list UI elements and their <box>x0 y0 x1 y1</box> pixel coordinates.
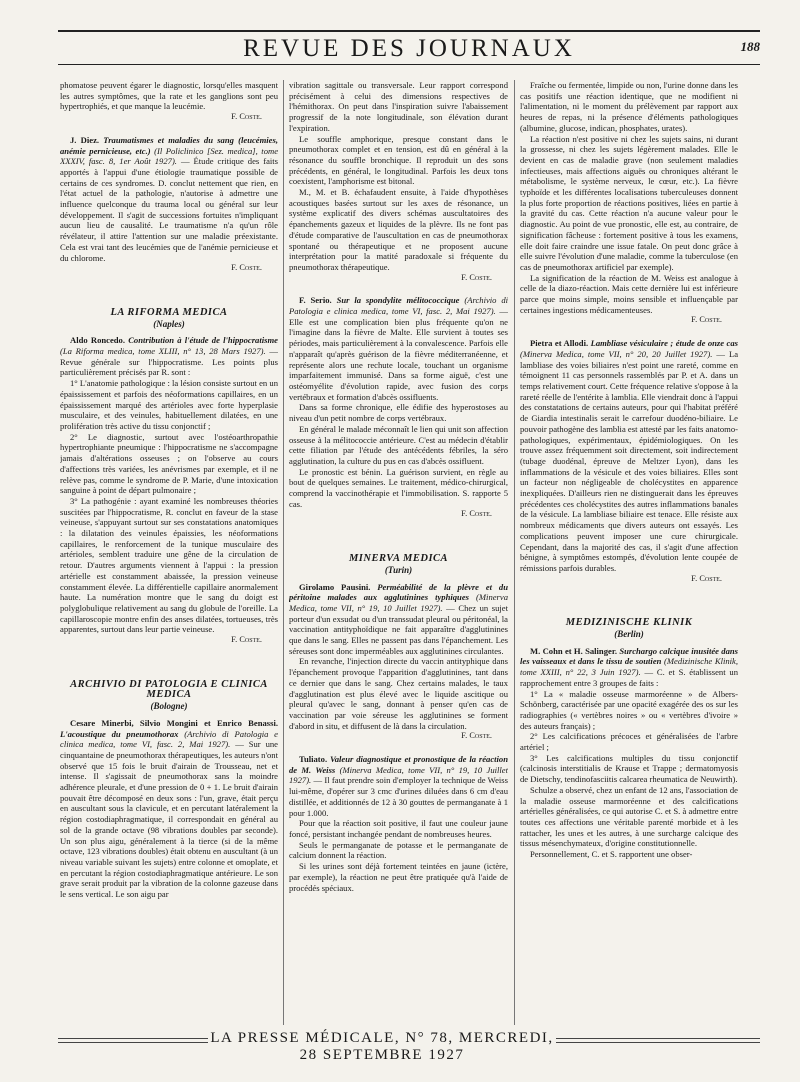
page-number: 188 <box>740 39 760 54</box>
article-author: Aldo Roncedo. <box>70 335 125 346</box>
journal-section-city: (Naples) <box>153 318 185 329</box>
article-author: Cesare Minerbi, Silvio Mongini et Enrico Benassi. <box>70 717 278 728</box>
paragraph: 3° La pathogénie : ayant examiné les nombreuses théories suscitées par l'hippocratisme, R. conclut en faveur de la stase veineuse, s'appuyant surtout sur ses constatations anatomiques : la dilatation des veinules épaissies, les néoformations capillaires, le renforcement de la tunique musculaire des artérioles, semblent traduire une gêne de la circulation de retour. D'autres arguments viennent à l'appui : la pression artérielle est constamment abaissée, la pression veineuse constamment élevée. La différentielle capillaire anormalement haute. La numération montre que le sang du doigt est polyglobulique relativement au sang du globule de l'oreille. La capillaroscopie montre enfin des anses dilatées, tortueuses, très apparentes, surtout dans leur partie veineuse. <box>60 495 278 635</box>
column-divider <box>514 80 515 1025</box>
journal-section-title: LA RIFORMA MEDICA <box>110 306 228 318</box>
column-left <box>60 80 278 1025</box>
paragraph: En général le malade méconnaît le lien qui unit son affection osseuse à la mélitococcie antérieure. C'est au médecin d'établir cette filiation par l'étude des antécédents fébriles, la séro agglutination, la culture du pus en cas d'abcès ossifluent. <box>289 423 508 466</box>
paragraph: vibration sagittale ou transversale. Leur rapport correspond précisément à celui des dimensions respectives de l'hémithorax. On peut dans l'inspiration suivre l'abaissement progressif de la note longitudinale, son élévation durant l'expiration. <box>289 80 508 133</box>
article-text: — La lambliase des voies biliaires n'est point une rareté, comme en témoignent 11 cas personnels rassemblés par P. et A. dans un temps relativement court. Cette fréquence relative s'oppose à la rareté réelle de l'entérite à lamblia. Elle viendrait donc à l'appui des constatations de certains auteurs, pour qui l'habitat préféré de Giardia intestinalis serait le carrefour duodéno-biliaire. Le pouvoir pathogène des lamblia est attesté par les faits anatomo-pathologiques, expérimentaux, épidémiologiques. On les trouve assez fréquemment soit directement, soit indirectement (tubage duodénal, épreuve de Meltzer Lyon), dans les inflammations de la vésicule et des voies biliaires. Elles sont un facteur non négligeable de cholécystites en apparence inexpliquées. D'ailleurs rien ne distinguerait dans les épreuves précédentes ces cholécystites des autres inflammations banales de la vésicule. La lambliase biliaire est tenace. Elle résiste aux nombreux médicaments que divers auteurs ont essayés. Les complications peuvent imposer une cure chirurgicale. Cependant, dans la majorité des cas, il s'agit d'une affection bénigne, à symptômes estompés, d'évolution lente coupée de rémissions parfois durables. <box>520 348 738 573</box>
article-title: Traumatismes et maladies du sang (leucémies, anémie pernicieuse, etc.) <box>60 134 278 156</box>
article-reference: (Minerva Medica, tome VII, n° 20, 20 Juillet 1927). <box>520 348 713 359</box>
article-reference: (Minerva Medica, tome VII, n° 19, 10 Juillet 1927). <box>289 592 508 613</box>
paragraph: 1° L'anatomie pathologique : la lésion consiste surtout en un épaississement et parfois des néoformations capillaires, en un épaississement marqué des artérioles avec forte hyperplasie musculaire, et des veinules, habituellement dilatées, en une prolifération très active du tissu conjonctif ; <box>60 378 278 431</box>
article-reference: (La Riforma medica, tome XLIII, n° 13, 28 Mars 1927). <box>60 346 266 357</box>
article-title: Surchargo calcique inusitée dans les vaisseaux et dans le tissu de soutien <box>520 645 738 667</box>
article-abstract <box>289 295 508 402</box>
column-divider <box>283 80 284 1025</box>
article-reference: (Medizinische Klinik, tome XXIII, n° 22, 3 Juin 1927). <box>520 656 738 678</box>
article-title: Contribution à l'étude de l'hippocratisme <box>128 335 278 346</box>
article-abstract <box>289 754 508 818</box>
article-abstract <box>520 338 738 573</box>
paragraph: 1° La « maladie osseuse marmoréenne » de Albers-Schönberg, caractérisée par une opacité exagérée des os sur les radiographies (« vertèbres noires » ou « vertèbres d'ivoire » des auteurs français) ; <box>520 688 738 731</box>
article-title: Sur la spondylite mélitococcique <box>336 295 460 306</box>
article-author: J. Diez. <box>70 134 100 145</box>
journal-section-city: (Turin) <box>384 564 413 575</box>
article-title: L'acoustique du pneumothorax <box>60 728 179 739</box>
article-abstract <box>520 646 738 689</box>
article-reference: (Archivio di Patologia e clinica medica, tome VI, fasc. 2, Mai 1927). <box>289 295 508 317</box>
signature: F. Coste. <box>231 112 262 122</box>
signature: F. Coste. <box>231 635 262 645</box>
paragraph: En revanche, l'injection directe du vaccin antityphique dans l'épanchement provoque l'apparition d'agglutinines, tant dans ce dernier que dans le sang. Chez certains malades, le taux d'agglutination est plus élevé avec le liquide ascitique ou pleural qu'avec le sang, donnant à penser qu'en cas de vaccination par voie séreuse les agglutinines se forment d'abord in situ, et diffusent de là dans la circulation. <box>289 656 508 731</box>
journal-section-title: MEDIZINISCHE KLINIK <box>565 617 693 629</box>
paragraph: Seuls le permanganate de potasse et le permanganate de calcium donnent la réaction. <box>289 839 508 861</box>
footer-rule <box>58 1038 208 1043</box>
column-middle <box>289 80 508 1025</box>
journal-section-city: (Bologne) <box>150 701 188 712</box>
paragraph: La signification de la réaction de M. Weiss est analogue à celle de la diazo-réaction. Mais cette dernière lui est inférieure parce que moins simple, moins sensible et influençable par certaines ingestions médicamenteuses. <box>520 272 738 315</box>
article-text: — C. et S. établissent un rapprochement entre 3 groupes de faits : <box>520 667 738 688</box>
article-reference: (Minerva Medica, tome VII, n° 19, 10 Juillet 1927). <box>289 764 508 786</box>
article-author: Pietra et Allodi. <box>530 338 589 349</box>
footer-rule <box>556 1038 760 1043</box>
journal-section-title: MINERVA MEDICA <box>348 553 449 565</box>
paragraph: Pour que la réaction soit positive, il faut une couleur jaune foncé, persistant inchangée pendant de nombreuses heures. <box>289 818 508 839</box>
article-text: — Chez un sujet porteur d'un exsudat ou d'un transsudat pleural ou péritonéal, la vaccination antityphoïdique ne fait apparaître d'agglutinines que dans le sang. Elles ne passent pas dans l'épanchement. Les séreuses sont donc imperméables aux agglutinines circulantes. <box>289 602 508 656</box>
journal-section-title: ARCHIVIO DI PATOLOGIA E CLINICA MEDICA <box>70 678 268 701</box>
page-footer <box>58 1032 760 1062</box>
article-text: — Revue générale sur l'hippocratisme. Les points plus particulièrement précisés par R. sont : <box>60 346 278 378</box>
article-text: — Elle est une complication bien plus fréquente qu'on ne l'imagine dans la fièvre de Malte. Elle survient à toutes ses périodes, mais particulièrement à la convalescence. Parfois elle n'apparaît qu'après guérison de la fièvre méditerranéenne, et représente alors une rechute locale, touchant un organisme imparfaitement immunisé. Dans sa forme aiguë, c'est une ostéomyélite d'évolution rapide, avec fusion des corps vertébraux et formation d'abcès ossifluents. <box>289 306 508 402</box>
article-abstract <box>60 135 278 263</box>
article-reference: (Archivio di Patologia e clinica medica, tome VI, fasc. 2, Mai 1927). <box>60 728 278 750</box>
paragraph: Le souffle amphorique, presque constant dans le pneumothorax complet et en tension, est dû en général à la résonance du souffle bronchique. Il reproduit un des sons précédents, en général, le longitudinal. Parfois les deux tons coexistent, l'amphorisme est bitonal. <box>289 133 508 187</box>
paragraph: Si les urines sont déjà fortement teintées en jaune (ictère, par exemple), la réaction ne peut être pratiquée qu'à l'aide de procédés spéciaux. <box>289 861 508 893</box>
article-text: — Étude critique des faits apportés à l'appui d'une étiologie traumatique possible de certains de ces syndromes. D. conclut nettement que rien, en l'état actuel de la pathologie, n'autorise à admettre une influence quelconque du trauma local ou général sur leur développement. Il s'agit de successions fortuites n'impliquant aucun lieu de causalité. Le traumatisme n'a qu'un rôle révélateur, il attire l'attention sur une maladie préexistante. Cela est vrai tant des leucémies que de l'anémie pernicieuse et du chlorome. <box>60 156 278 263</box>
signature: F. Coste. <box>231 263 262 273</box>
article-abstract <box>60 335 278 378</box>
header-top-rule <box>58 30 760 32</box>
signature: F. Coste. <box>461 509 492 519</box>
paragraph: Personnellement, C. et S. rapportent une obser- <box>530 849 693 860</box>
signature: F. Coste. <box>691 315 722 325</box>
article-author: F. Serio. <box>299 295 332 306</box>
article-author: Tuliato. <box>299 754 328 765</box>
signature: F. Coste. <box>691 573 722 583</box>
paragraph: Schulze a observé, chez un enfant de 12 ans, l'association de la maladie osseuse marmoréenne et des calcifications artérielles généralisées, ce qui autorise C. et S. à admettre entre toutes ces affections une véritable parenté morbide et à les rattacher, les unes et les autres, à une surcharge calcique des tissus mésenchymateux, d'origine constitutionnelle. <box>520 784 738 849</box>
paragraph: 2° Les calcifications précoces et généralisées de l'arbre artériel ; <box>520 731 738 753</box>
article-abstract <box>289 582 508 657</box>
journal-section-city: (Berlin) <box>614 629 644 640</box>
paragraph: M., M. et B. échafaudent ensuite, à l'aide d'hypothèses acoustiques basées surtout sur les axes de résonance, un système explicatif des divers schémas auscultatoires des épanchements gazeux et liquides de la plèvre. Ils ne font pas d'étude comparative de l'auscultation en cas de pneumothorax spontané ou thérapeutique et ne proposent aucune interprétation pour la matité paradoxale si fréquente du pneumothorax thérapeutique. <box>289 187 508 272</box>
article-text: — Sur une cinquantaine de pneumothorax thérapeutiques, les auteurs n'ont observé que 15 fois le bruit d'airain de Trousseau, net et intense. Il s'agissait de pneumothorax sans la moindre adhérence pleurale, et d'une pression de 0 + 1. Le bruit d'airain pouvait être décomposé en deux sons : l'un, grave, était perçu en auscultant sous la clavicule, et en percutant latéralement la région costodiaphragmatique, il correspondait en général au sol de la grande octave (98 vibrations doubles par seconde). Un son plus aigu, généralement à la tierce (si de la même octave, 123 vibrations doubles) était obtenu en auscultant (à un niveau variable suivant les sujets) entre colonne et omoplate, et en percutant la région costodiaphragmatique antérieure. Le son grave serait produit par la vibration de la colonne gazeuse dans le sens vertical. Le son aigu par <box>60 739 278 900</box>
article-reference: (Il Policlinico [Sez. medica], tome XXXIV, fasc. 8, 1er Août 1927). <box>60 145 278 167</box>
article-title: Perméabilité de la plèvre et du péritoine malades aux agglutinines typhiques <box>289 581 508 603</box>
article-abstract <box>60 718 278 900</box>
article-title: Lambliase vésiculaire ; étude de onze cas <box>590 338 738 349</box>
paragraph: La réaction n'est positive ni chez les sujets sains, ni durant la grossesse, ni chez les sujets légèrement malades. Elle le devient en cas de maladie grave (non seulement maladies infectieuses, mais affections aiguës ou chroniques altérant le métabolisme, le système nerveux, le cœur, etc.). La fièvre typhoïde et les différentes localisations tuberculeuses donnent la plus forte proportion de réactions positives, liées en partie à la gravité du cas. Cette réaction n'a aucune valeur pour le diagnostic. Au point de vue pronostic, elle est, au contraire, de signification fâcheuse : fortement positive à tous les examens, elle doit faire craindre une issue fatale. On peut donc grâce à elle suivre l'évolution d'une maladie, comme la tuberculose (en cas de pneumothorax artificiel par exemple). <box>520 133 738 272</box>
running-title: REVUE DES JOURNAUX <box>243 35 575 62</box>
paragraph: Le pronostic est bénin. La guérison survient, en règle au bout de quelques semaines. Le traitement, médico-chirurgical, comprend la vaccinothérapie et l'immobilisation. S. rapporte 5 cas. <box>289 466 508 509</box>
paragraph: Dans sa forme chronique, elle édifie des hyperostoses au niveau d'un petit nombre de corps vertébraux. <box>289 402 508 424</box>
article-author: M. Cohn et H. Salinger. <box>530 645 617 656</box>
header-bottom-rule <box>58 64 760 65</box>
paragraph: phomatose peuvent égarer le diagnostic, lorsqu'elles masquent les autres symptômes, que la rate et les ganglions sont peu hypertrophiés, et que manque la leucémie. <box>60 80 278 112</box>
column-right <box>520 80 738 1025</box>
article-title: Valeur diagnostique et pronostique de la réaction de M. Weiss <box>289 754 508 775</box>
article-author: Girolamo Pausini. <box>299 581 371 592</box>
signature: F. Coste. <box>461 731 492 741</box>
signature: F. Coste. <box>461 272 492 282</box>
paragraph: 3° Les calcifications multiples du tissu conjonctif (calcinosis interstitialis de Krause et Trappe ; dermatomyosis de Dietschy, tendinofasciitis calcarea rheumatica de Neuwirth). <box>520 752 738 785</box>
article-text: — Il faut prendre soin d'employer la technique de Weiss lui-même, d'opérer sur 3 cmc d'urines diluées dans 6 cm d'eau distillée, et additionnés de 12 à 30 gouttes de permanganate à 1 pour 1.000. <box>289 775 508 818</box>
paragraph: Fraîche ou fermentée, limpide ou non, l'urine donne dans les cas positifs une réaction identique, que ne modifient ni l'alimentation, ni le moment du prélèvement par rapport aux heures de repas, ni la présence d'éléments pathologiques (albumine, glucose, indican, phosphates, urates). <box>520 80 738 133</box>
page-header <box>58 30 760 66</box>
paragraph: 2° Le diagnostic, surtout avec l'ostéoarthropathie hypertrophiante pneumique : l'hippocratisme ne s'accompagne jamais d'altérations osseuses ; on l'observe au cours d'affections très variées, les anévrismes par exemple, et il ne relève pas, comme le syndrome de P. Marie, d'une intoxication sanguine à point de départ pulmonaire ; <box>60 431 278 496</box>
footer-publication-line: LA PRESSE MÉDICALE, N° 78, MERCREDI, 28 SEPTEMBRE 1927 <box>210 1030 554 1063</box>
